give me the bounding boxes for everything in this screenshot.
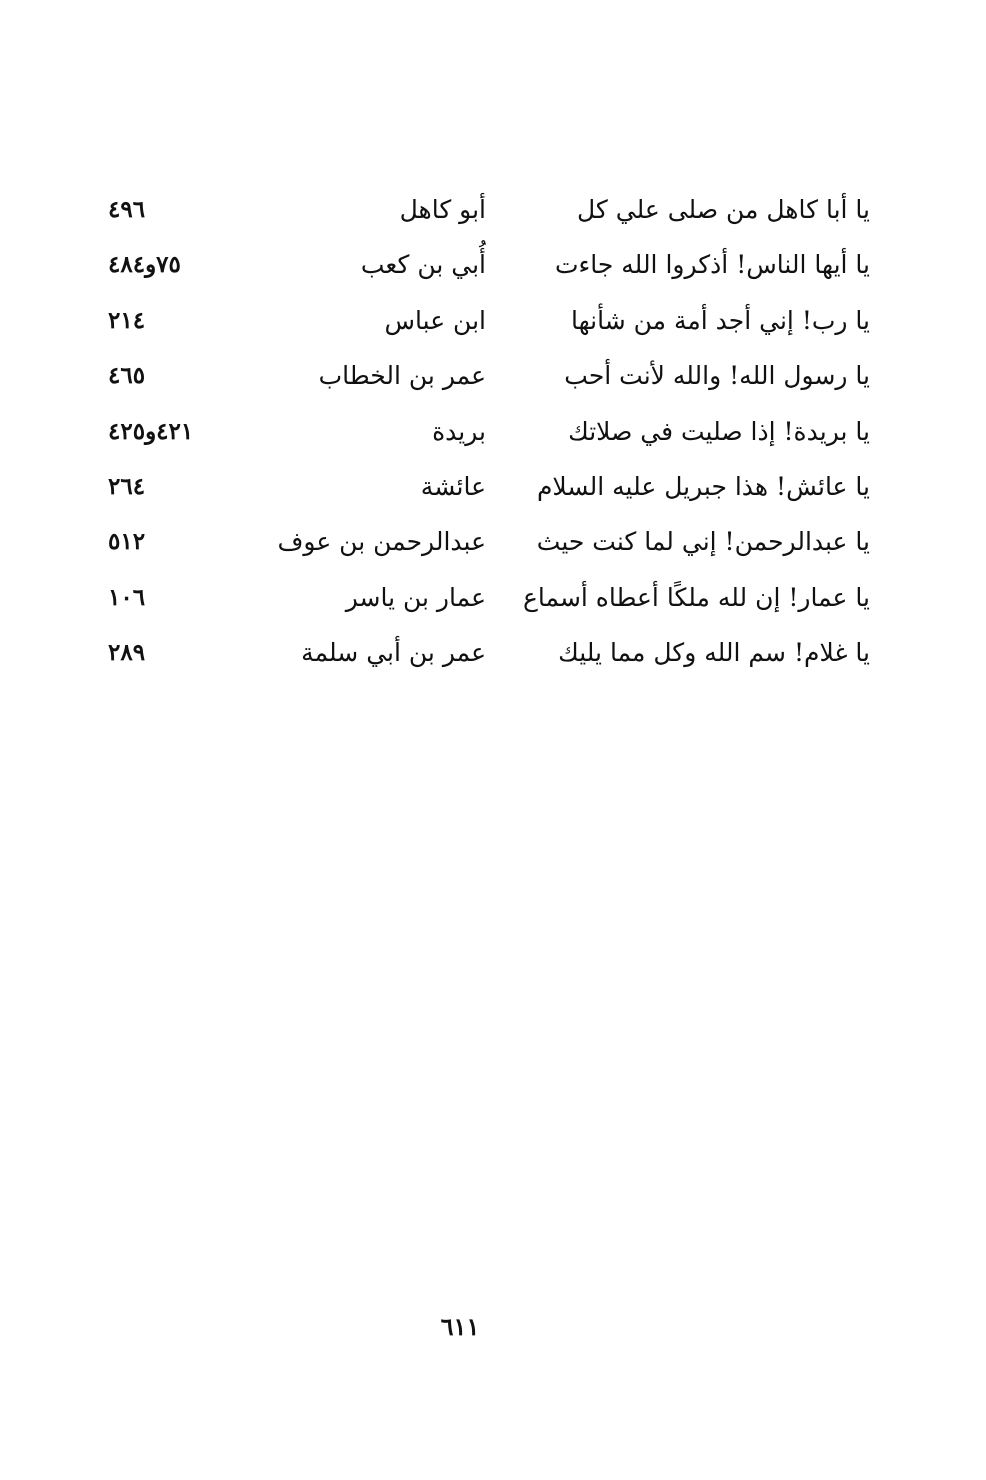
hadith-opening: يا عمار! إن لله ملكًا أعطاه أسماع xyxy=(522,582,870,612)
table-row xyxy=(100,354,870,409)
page-reference: ٧٥و٤٨٤ xyxy=(108,251,181,279)
page-reference: ٤٢١و٤٢٥ xyxy=(108,417,194,445)
table-row xyxy=(100,576,870,631)
hadith-opening: يا عبدالرحمن! إني لما كنت حيث xyxy=(536,527,870,557)
table-row xyxy=(100,465,870,520)
page-reference: ٢٦٤ xyxy=(108,472,146,500)
hadith-opening: يا غلام! سم الله وكل مما يليك xyxy=(558,638,870,668)
narrator-name: عمر بن أبي سلمة xyxy=(301,638,486,668)
page-reference: ٢١٤ xyxy=(108,306,146,334)
hadith-opening: يا أيها الناس! أذكروا الله جاءت xyxy=(554,250,870,280)
hadith-opening: يا رسول الله! والله لأنت أحب xyxy=(564,361,870,391)
table-row xyxy=(100,299,870,354)
narrator-name: بريدة xyxy=(432,416,486,446)
page-reference: ٥١٢ xyxy=(108,528,146,556)
page-reference: ١٠٦ xyxy=(108,583,146,611)
narrator-name: ابن عباس xyxy=(384,305,486,335)
hadith-opening: يا أبا كاهل من صلى علي كل xyxy=(576,195,870,224)
hadith-opening: يا بريدة! إذا صليت في صلاتك xyxy=(568,416,870,446)
narrator-name: أُبي بن كعب xyxy=(360,250,486,280)
narrator-name: عائشة xyxy=(420,471,486,501)
table-row xyxy=(100,631,870,686)
narrator-name: عمار بن ياسر xyxy=(345,582,486,612)
narrator-name: عبدالرحمن بن عوف xyxy=(277,527,486,557)
table-row xyxy=(100,188,870,243)
hadith-opening: يا عائش! هذا جبريل عليه السلام xyxy=(536,471,870,501)
page-reference: ٢٨٩ xyxy=(108,639,146,667)
page-reference: ٤٩٦ xyxy=(108,196,146,223)
narrator-name: عمر بن الخطاب xyxy=(318,361,486,391)
table-row xyxy=(100,243,870,298)
page-reference: ٤٦٥ xyxy=(108,362,146,390)
hadith-opening: يا رب! إني أجد أمة من شأنها xyxy=(571,305,870,335)
hadith-index-table xyxy=(100,188,870,687)
narrator-name: أبو كاهل xyxy=(399,195,486,224)
table-row xyxy=(100,410,870,465)
table-row xyxy=(100,520,870,575)
page-number: ٦١١ xyxy=(440,1312,480,1341)
